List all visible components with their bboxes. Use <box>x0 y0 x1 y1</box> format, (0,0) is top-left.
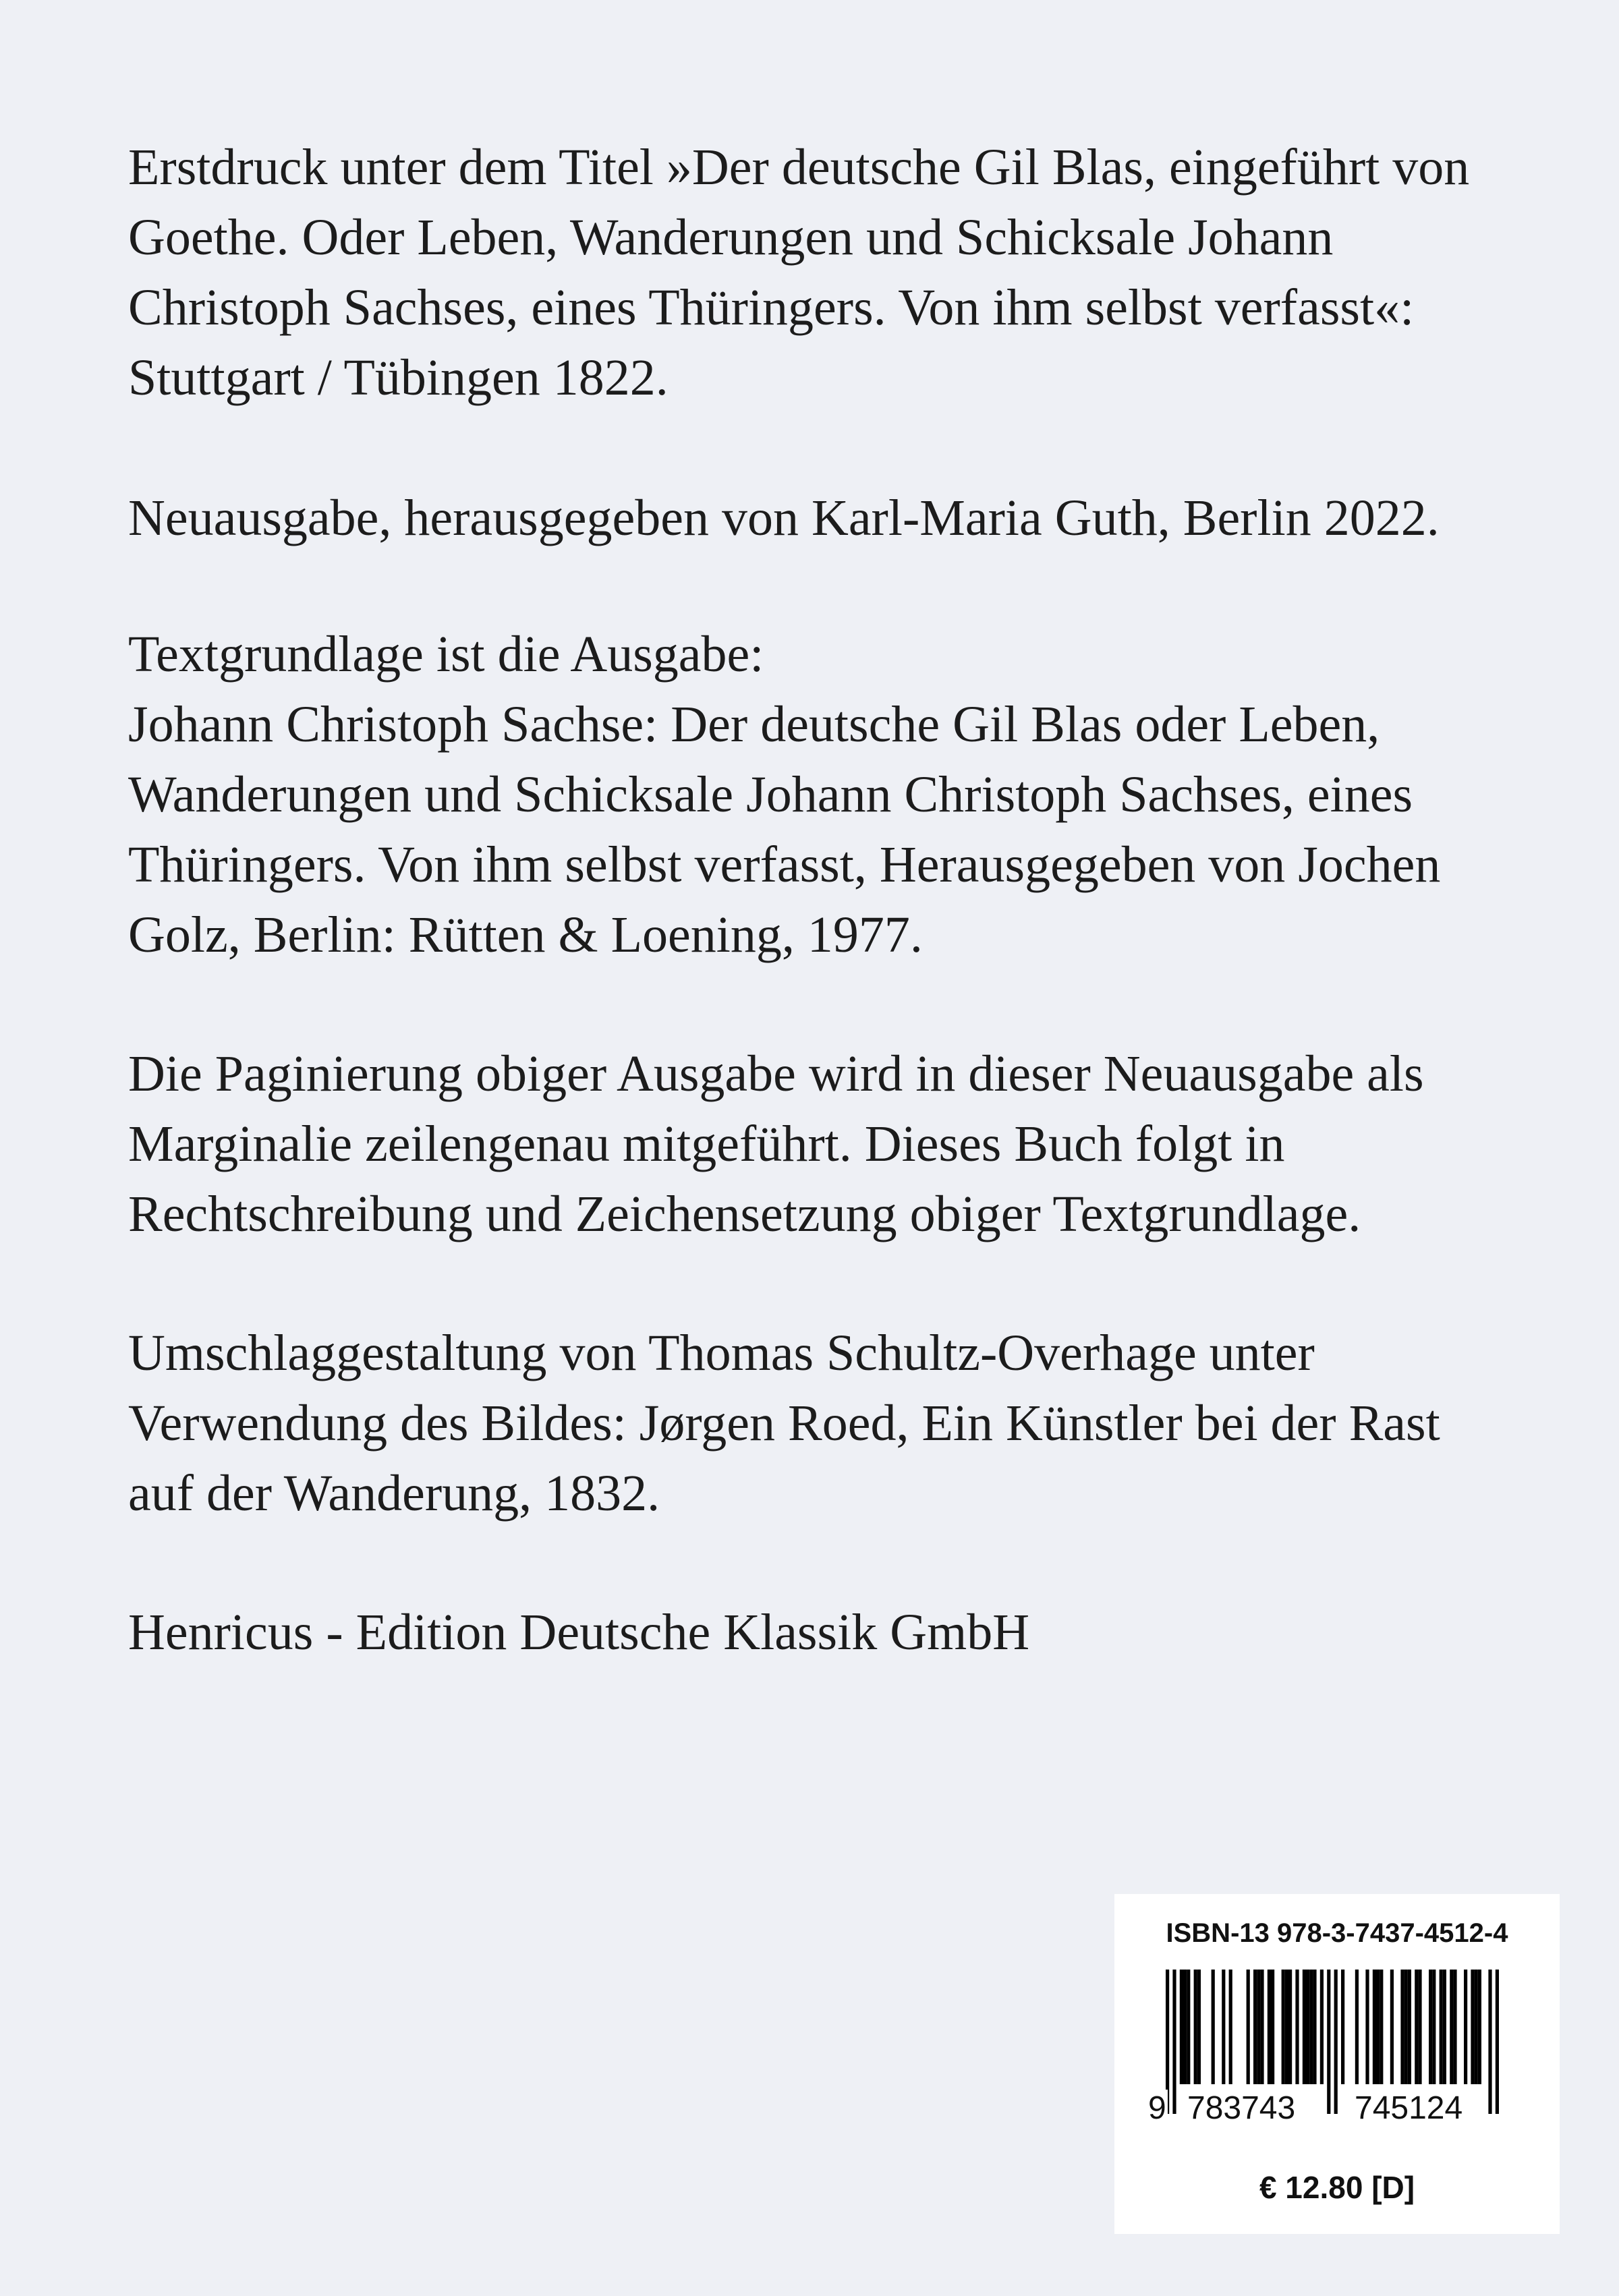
barcode-bar <box>1253 1970 1257 2084</box>
text-line: Verwendung des Bildes: Jørgen Roed, Ein Künstler bei der Rast <box>128 1395 1440 1452</box>
text-line: Thüringers. Von ihm selbst verfasst, Herausgegeben von Jochen <box>128 836 1441 893</box>
text-line: Wanderungen und Schicksale Johann Christoph Sachses, eines <box>128 766 1413 823</box>
barcode-digit-first: 9 <box>1148 2090 1166 2126</box>
barcode-bar <box>1247 1970 1250 2084</box>
barcode-bar <box>1373 1970 1376 2084</box>
umschlag-paragraph <box>128 1318 1518 1528</box>
text-line: Christoph Sachses, eines Thüringers. Von ihm selbst verfasst«: <box>128 279 1415 336</box>
barcode-bar <box>1404 1970 1408 2084</box>
text-line: Erstdruck unter dem Titel »Der deutsche Gil Blas, eingeführt von <box>128 139 1470 196</box>
text-line: Goethe. Oder Leben, Wanderungen und Schicksale Johann <box>128 209 1334 266</box>
barcode-bar <box>1450 1970 1453 2084</box>
barcode-bar <box>1475 1970 1478 2084</box>
isbn-label: ISBN-13 978-3-7437-4512-4 <box>1166 1918 1508 1948</box>
barcode-bar <box>1341 1970 1344 2084</box>
barcode-bar <box>1488 1970 1492 2114</box>
barcode-digits-right: 745124 <box>1355 2090 1463 2126</box>
barcode-bar <box>1271 1970 1274 2084</box>
isbn-barcode-box <box>1114 1894 1560 2234</box>
barcode-bar <box>1197 1970 1201 2084</box>
neuausgabe-paragraph <box>128 483 1518 553</box>
barcode-bar <box>1440 1970 1443 2084</box>
text-line: Neuausgabe, herausgegeben von Karl-Maria Guth, Berlin 2022. <box>128 490 1440 546</box>
barcode-bar <box>1222 1970 1225 2084</box>
text-line: Rechtschreibung und Zeichensetzung obiger Textgrundlage. <box>128 1186 1361 1242</box>
barcode-bar <box>1268 1970 1271 2084</box>
barcode-bar <box>1229 1970 1232 2084</box>
barcode-bar <box>1303 1970 1306 2084</box>
verlag-paragraph <box>128 1597 1518 1667</box>
barcode-bar <box>1418 1970 1421 2084</box>
text-line: Textgrundlage ist die Ausgabe: <box>128 626 764 683</box>
barcode-bar <box>1194 1970 1197 2084</box>
barcode-bar <box>1295 1970 1299 2084</box>
barcode-bar <box>1260 1970 1263 2084</box>
barcode-bar <box>1432 1970 1436 2084</box>
barcode-bar <box>1306 1970 1309 2084</box>
barcode-bar <box>1257 1970 1260 2084</box>
text-line: Johann Christoph Sachse: Der deutsche Gil Blas oder Leben, <box>128 696 1380 753</box>
text-line: Die Paginierung obiger Ausgabe wird in dieser Neuausgabe als <box>128 1045 1424 1102</box>
barcode-bar <box>1408 1970 1411 2084</box>
barcode-bar <box>1282 1970 1285 2084</box>
barcode-bar <box>1313 1970 1316 2084</box>
text-line: Umschlaggestaltung von Thomas Schultz-Overhage unter <box>128 1325 1315 1381</box>
barcode-bar <box>1285 1970 1288 2084</box>
text-line: Stuttgart / Tübingen 1822. <box>128 349 669 406</box>
text-line: auf der Wanderung, 1832. <box>128 1465 660 1522</box>
barcode-bar <box>1429 1970 1432 2084</box>
text-line: Marginalie zeilengenau mitgeführt. Dieses Buch folgt in <box>128 1116 1285 1172</box>
barcode-bar <box>1172 1970 1176 2114</box>
barcode-bar <box>1212 1970 1215 2084</box>
barcode-bar <box>1183 1970 1187 2084</box>
barcode-bar <box>1464 1970 1467 2084</box>
price-label: € 12.80 [D] <box>1259 2170 1415 2205</box>
barcode-bar <box>1365 1970 1369 2084</box>
barcode-bar <box>1288 1970 1292 2084</box>
barcode-bar <box>1320 1970 1324 2084</box>
barcode-bar <box>1496 1970 1499 2114</box>
paginierung-paragraph <box>128 1039 1518 1249</box>
erstdruck-paragraph <box>128 132 1518 413</box>
barcode-bar <box>1309 1970 1313 2084</box>
barcode-bar <box>1443 1970 1446 2084</box>
publisher-name: Henricus - Edition Deutsche Klassik GmbH <box>128 1604 1030 1661</box>
barcode-digits-left: 783743 <box>1187 2090 1296 2126</box>
barcode-bar <box>1180 1970 1183 2084</box>
barcode-bar <box>1390 1970 1394 2084</box>
barcode-bar <box>1380 1970 1383 2084</box>
barcode-bar <box>1355 1970 1359 2084</box>
barcode-bar <box>1478 1970 1481 2084</box>
barcode-bar <box>1334 1970 1338 2114</box>
barcode-bar <box>1400 1970 1404 2084</box>
barcode-bar <box>1471 1970 1474 2084</box>
barcode-bar <box>1187 1970 1190 2084</box>
barcode-bar <box>1415 1970 1418 2084</box>
textgrundlage-paragraph <box>128 619 1518 970</box>
barcode-bar <box>1376 1970 1380 2084</box>
barcode-bar <box>1453 1970 1456 2084</box>
text-line: Golz, Berlin: Rütten & Loening, 1977. <box>128 907 923 963</box>
barcode-bar <box>1327 1970 1330 2114</box>
